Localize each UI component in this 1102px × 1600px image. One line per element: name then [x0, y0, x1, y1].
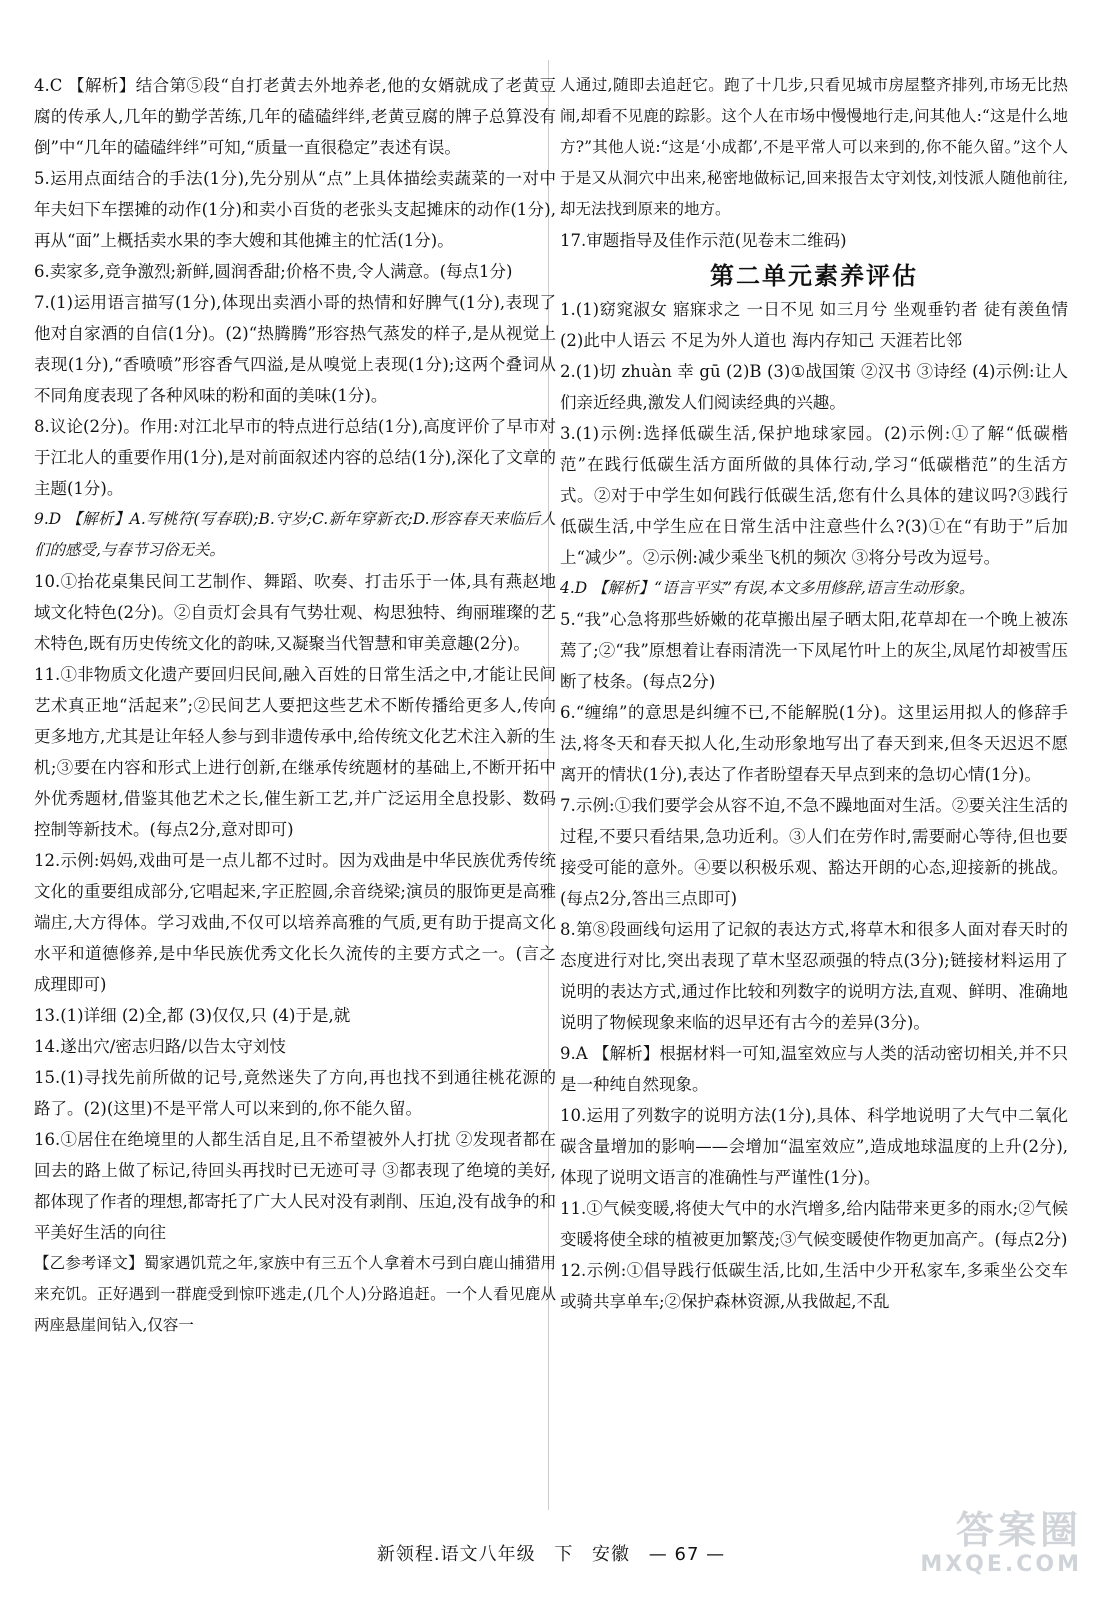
answer-item: 11.①非物质文化遗产要回归民间,融入百姓的日常生活之中,才能让民间艺术真正地“活起来”;②民间艺人要把这些艺术不断传播给更多人,传向更多地方,尤其是让年轻人参与到非遗传承中,给传统文化艺术注入新的生机;③要在内容和形式上进行创新,在继承传统题材的基础上,不断开拓中外优秀题材,借鉴其他艺术之长,催生新工艺,并广泛运用全息投影、数码控制等新技术。(每点2分,意对即可): [34, 665, 556, 839]
right-column: [560, 70, 1068, 1317]
answer-item: 5.“我”心急将那些娇嫩的花草搬出屋子晒太阳,花草却在一个晚上被冻蔫了;②“我”原想着让春雨清洗一下凤尾竹叶上的灰尘,凤尾竹却被雪压断了枝条。(每点2分): [560, 610, 1068, 691]
watermark-logo-text: 答案圈: [955, 1508, 1082, 1552]
answer-item: 13.(1)详细 (2)全,都 (3)仅仅,只 (4)于是,就: [34, 1006, 351, 1025]
page-number: — 67 —: [648, 1544, 726, 1565]
footer-series: 新领程.语文八年级: [376, 1544, 536, 1565]
answer-item: 10.①抬花桌集民间工艺制作、舞蹈、吹奏、打击乐于一体,具有燕赵地域文化特色(2分)。②自贡灯会具有气势壮观、构思独特、绚丽璀璨的艺术特色,既有历史传统文化的韵味,又凝聚当代智慧和审美意趣(2分)。: [34, 572, 556, 653]
answer-item: 9.D 【解析】A.写桃符(写春联);B.守岁;C.新年穿新衣;D.形容春天来临后人们的感受,与春节习俗无关。: [34, 510, 556, 559]
answer-item: 9.A 【解析】根据材料一可知,温室效应与人类的活动密切相关,并不只是一种纯自然现象。: [560, 1044, 1068, 1094]
answer-item: 14.遂出穴/密志归路/以告太守刘忮: [34, 1037, 286, 1056]
footer-volume: 下: [554, 1544, 574, 1565]
answer-item: 6.卖家多,竞争激烈;新鲜,圆润香甜;价格不贵,令人满意。(每点1分): [34, 262, 513, 281]
watermark-url: MXQE.COM: [920, 1552, 1082, 1577]
answer-item: 17.审题指导及佳作示范(见卷末二维码): [560, 231, 847, 250]
answer-item: 6.“缠绵”的意思是纠缠不已,不能解脱(1分)。这里运用拟人的修辞手法,将冬天和春天拟人化,生动形象地写出了春天到来,但冬天迟迟不愿离开的情状(1分),表达了作者盼望春天早点到来的急切心情(1分)。: [560, 703, 1068, 784]
answer-item: 12.示例:妈妈,戏曲可是一点儿都不过时。因为戏曲是中华民族优秀传统文化的重要组成部分,它唱起来,字正腔圆,余音绕梁;演员的服饰更是高雅端庄,大方得体。学习戏曲,不仅可以培养高雅的气质,更有助于提高文化水平和道德修养,是中华民族优秀文化长久流传的主要方式之一。(言之成理即可): [34, 851, 556, 994]
answer-item: 4.D 【解析】“语言平实”有误,本文多用修辞,语言生动形象。: [560, 579, 975, 597]
answer-item: 12.示例:①倡导践行低碳生活,比如,生活中少开私家车,多乘坐公交车或骑共享单车;②保护森林资源,从我做起,不乱: [560, 1261, 1068, 1311]
translation-text: 【乙参考译文】蜀家遇饥荒之年,家族中有三五个人拿着木弓到白鹿山捕猎用来充饥。正好遇到一群鹿受到惊吓逃走,(几个人)分路追赶。一个人看见鹿从两座悬崖间钻入,仅容一: [34, 1254, 556, 1334]
answer-item: 1.(1)窈窕淑女 寤寐求之 一日不见 如三月兮 坐观垂钓者 徒有羡鱼情 (2)此中人语云 不足为外人道也 海内存知己 天涯若比邻: [560, 300, 1068, 350]
answer-item: 16.①居住在绝境里的人都生活自足,且不希望被外人打扰 ②发现者都在回去的路上做了标记,待回头再找时已无迹可寻 ③都表现了绝境的美好,都体现了作者的理想,都寄托了广大人民对没有剥削、压迫,没有战争的和平美好生活的向往: [34, 1130, 556, 1242]
translation-continued: 人通过,随即去追赶它。跑了十几步,只看见城市房屋整齐排列,市场无比热闹,却看不见鹿的踪影。这个人在市场中慢慢地行走,问其他人:“这是什么地方?”其他人说:“这是‘小成都’,不是平常人可以来到的,你不能久留。”这个人于是又从洞穴中出来,秘密地做标记,回来报告太守刘忮,刘忮派人随他前往,却无法找到原来的地方。: [560, 76, 1068, 218]
answer-item: 3.(1)示例:选择低碳生活,保护地球家园。(2)示例:①了解“低碳楷范”在践行低碳生活方面所做的具体行动,学习“低碳楷范”的生活方式。②对于中学生如何践行低碳生活,您有什么具体的建议吗?③践行低碳生活,中学生应在日常生活中注意些什么?(3)①在“有助于”后加上“减少”。②示例:减少乘坐飞机的频次 ③将分号改为逗号。: [560, 424, 1068, 567]
answer-item: 2.(1)切 zhuàn 幸 gū (2)B (3)①战国策 ②汉书 ③诗经 (4)示例:让人们亲近经典,激发人们阅读经典的兴趣。: [560, 362, 1068, 412]
answer-item: 8.议论(2分)。作用:对江北早市的特点进行总结(1分),高度评价了早市对于江北人的重要作用(1分),是对前面叙述内容的总结(1分),深化了文章的主题(1分)。: [34, 417, 556, 498]
answer-item: 7.示例:①我们要学会从容不迫,不急不躁地面对生活。②要关注生活的过程,不要只看结果,急功近利。③人们在劳作时,需要耐心等待,但也要接受可能的意外。④要以积极乐观、豁达开朗的心态,迎接新的挑战。(每点2分,答出三点即可): [560, 796, 1068, 908]
answer-item: 5.运用点面结合的手法(1分),先分别从“点”上具体描绘卖蔬菜的一对中年夫妇下车摆摊的动作(1分)和卖小百货的老张头支起摊床的动作(1分),再从“面”上概括卖水果的李大嫂和其他摊主的忙活(1分)。: [34, 169, 556, 250]
section-title: 第二单元素养评估: [710, 262, 918, 290]
answer-item: 4.C 【解析】结合第⑤段“自打老黄去外地养老,他的女婿就成了老黄豆腐的传承人,几年的勤学苦练,几年的磕磕绊绊,老黄豆腐的牌子总算没有倒”中“几年的磕磕绊绊”可知,“质量一直很稳定”表述有误。: [34, 76, 556, 157]
answer-item: 8.第⑧段画线句运用了记叙的表达方式,将草木和很多人面对春天时的态度进行对比,突出表现了草木坚忍顽强的特点(3分);链接材料运用了说明的表达方式,通过作比较和列数字的说明方法,直观、鲜明、准确地说明了物候现象来临的迟早还有古今的差异(3分)。: [560, 920, 1068, 1032]
answer-item: 15.(1)寻找先前所做的记号,竟然迷失了方向,再也找不到通往桃花源的路了。(2)(这里)不是平常人可以来到的,你不能久留。: [34, 1068, 556, 1118]
answer-item: 10.运用了列数字的说明方法(1分),具体、科学地说明了大气中二氧化碳含量增加的影响——会增加“温室效应”,造成地球温度的上升(2分),体现了说明文语言的准确性与严谨性(1分)。: [560, 1106, 1068, 1187]
answer-item: 11.①气候变暖,将使大气中的水汽增多,给内陆带来更多的雨水;②气候变暖将使全球的植被更加繁茂;③气候变暖使作物更加高产。(每点2分): [560, 1199, 1068, 1249]
left-column: [34, 70, 556, 1341]
footer-region: 安徽: [592, 1544, 631, 1565]
answer-item: 7.(1)运用语言描写(1分),体现出卖酒小哥的热情和好脾气(1分),表现了他对自家酒的自信(1分)。(2)“热腾腾”形容热气蒸发的样子,是从视觉上表现(1分),“香喷喷”形容香气四溢,是从嗅觉上表现(1分);这两个叠词从不同角度表现了各种风味的粉和面的美味(1分)。: [34, 293, 556, 405]
site-watermark: [842, 1508, 1082, 1588]
